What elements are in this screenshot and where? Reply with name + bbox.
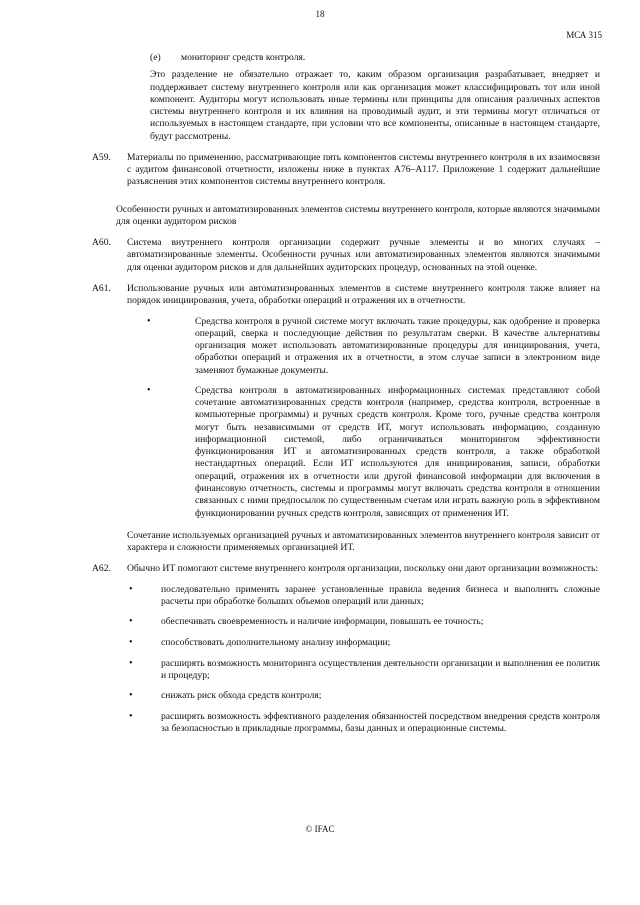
bullet-icon: • xyxy=(129,690,133,702)
paragraph-text: Использование ручных или автоматизированных элементов в системе внутреннего контроля также влияет на порядок инициирования, учета, обработки операций и отражения их в отчетности. xyxy=(127,282,600,307)
bullet-icon: • xyxy=(147,315,151,327)
footer-copyright: © IFAC xyxy=(305,824,335,834)
page-content xyxy=(92,52,600,736)
paragraph-number: A60. xyxy=(92,237,111,249)
bullet-icon: • xyxy=(129,583,133,595)
paragraph-number: A61. xyxy=(92,282,111,294)
list-item xyxy=(127,584,600,609)
paragraph-text: Обычно ИТ помогают системе внутреннего контроля организации, поскольку они дают организации возможность: xyxy=(127,563,599,575)
list-item xyxy=(127,690,600,703)
paragraph-closing: Сочетание используемых организацией ручных и автоматизированных элементов внутреннего контроля зависит от характера и сложности применяемых организацией ИТ. xyxy=(127,529,600,554)
bullet-text: последовательно применять заранее установленные правила ведения бизнеса и выполнять сложные расчеты при обработке больших объемов операций или данных; xyxy=(161,583,600,607)
intro-paragraph: Это разделение не обязательно отражает то, каким образом организация разрабатывает, внедряет и поддерживает систему внутреннего контроля или как организация может классифицировать тот или иной компонент. Аудиторы могут использовать иные термины или принципы для описания различных аспектов системы внутреннего контроля и их влияния на проводимый аудит, и эти термины могут отличаться от используемых в настоящем стандарте, при условии что все компоненты, описанные в настоящем стандарте, будут рассмотрены. xyxy=(150,69,600,142)
standard-reference: МСА 315 xyxy=(566,30,602,40)
paragraph-a60 xyxy=(92,237,600,274)
paragraph-text: Система внутреннего контроля организации содержит ручные элементы и во многих случаях – автоматизированные элементы. Особенности ручных или автоматизированных элементов являются значимыми для оценки аудитором рисков и для дальнейших аудиторских процедур, основанных на этой оценке. xyxy=(127,237,600,273)
bullet-list xyxy=(127,584,600,736)
list-item xyxy=(127,385,600,520)
paragraph-a61 xyxy=(92,282,600,554)
bullet-text: обеспечивать своевременность и наличие информации, повышать ее точность; xyxy=(161,616,484,628)
list-item xyxy=(127,637,600,650)
bullet-list xyxy=(127,316,600,520)
page-number: 18 xyxy=(315,9,325,19)
list-item xyxy=(127,711,600,736)
bullet-text: Средства контроля в автоматизированных информационных системах представляют собой сочетание автоматизированных средств контроля (например, средства контроля, встроенные в компьютерные программы) и ручных средств контроля. Кроме того, ручные средства контроля могут быть независимыми от средств ИТ, могут использовать информацию, созданную информационной системой, либо ограничиваться мониторингом эффективности функционирования ИТ и автоматизированных средств контроля, а также обработкой нестандартных операций. Если ИТ используются для инициирования, записи, обработки операций, отражения их в отчетности или другой финансовой информации для включения в финансовую отчетность, системы и программы могут включать средства контроля в отношении связанных с ними предпосылок по существенным счетам или играть важную роль в эффективном функционировании ручных средств контроля, зависящих от применения ИТ. xyxy=(195,384,600,519)
paragraph-a59 xyxy=(92,151,600,189)
list-item xyxy=(127,616,600,629)
bullet-text: Средства контроля в ручной системе могут включать такие процедуры, как одобрение и проверка операций, сверка и последующие действия по результатам сверки. В качестве альтернативы организация может использовать автоматизированные процедуры для инициирования, учета, обработки операций и отражения их в отчетности, в этом случае записи в электронном виде заменяют бумажные документы. xyxy=(195,315,600,376)
bullet-text: способствовать дополнительному анализу информации; xyxy=(161,636,391,648)
bullet-icon: • xyxy=(129,711,133,723)
paragraph-text: Материалы по применению, рассматривающие пять компонентов системы внутреннего контроля в их взаимосвязи с аудитом финансовой отчетности, изложены ниже в пунктах A76–A117. Приложение 1 содержит дальнейшие разъяснения этих компонентов системы внутреннего контроля. xyxy=(127,151,600,188)
bullet-icon: • xyxy=(129,616,133,628)
bullet-text: расширять возможность мониторинга осуществления деятельности организации и выполнения ее политик и процедур; xyxy=(161,657,600,681)
section-heading: Особенности ручных и автоматизированных элементов системы внутреннего контроля, которые являются значимыми для оценки аудитором рисков xyxy=(116,203,600,227)
paragraph-a62 xyxy=(92,563,600,735)
list-item xyxy=(127,316,600,377)
bullet-text: расширять возможность эффективного разделения обязанностей посредством внедрения средств контроля за безопасностью в прикладные программы, базы данных и операционные системы. xyxy=(161,711,600,735)
bullet-icon: • xyxy=(147,384,151,396)
item-text: мониторинг средств контроля. xyxy=(181,52,306,63)
bullet-icon: • xyxy=(129,657,133,669)
bullet-icon: • xyxy=(129,636,133,648)
bullet-text: снижать риск обхода средств контроля; xyxy=(161,690,322,702)
paragraph-number: A62. xyxy=(92,563,111,575)
item-label: (e) xyxy=(150,52,161,63)
paragraph-number: A59. xyxy=(92,151,111,163)
list-item xyxy=(127,658,600,683)
list-item-e xyxy=(150,52,600,64)
